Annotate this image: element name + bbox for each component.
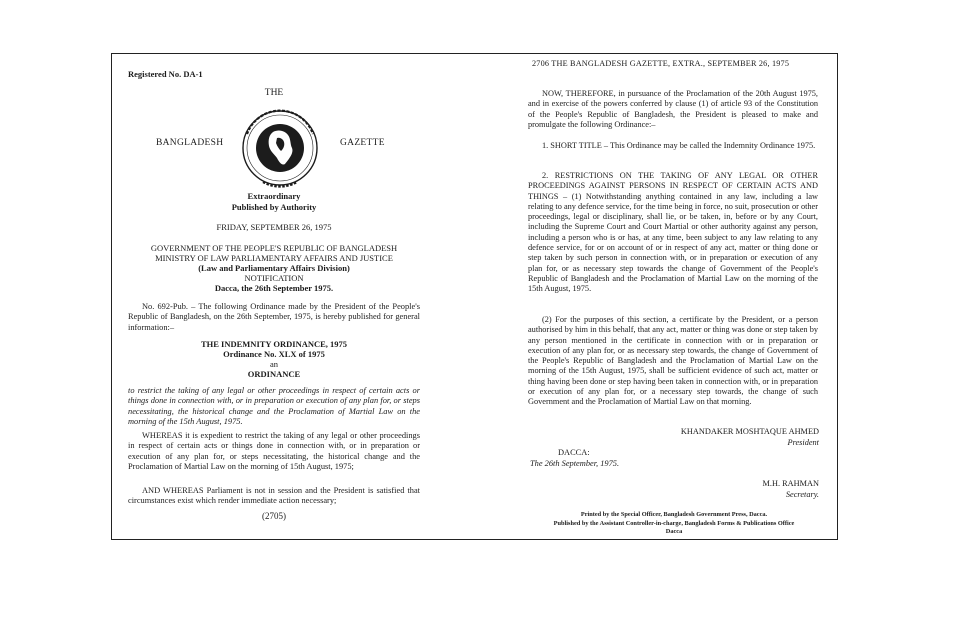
imprint-line-1: Printed by the Special Officer, Bangladesh Government Press, Dacca. <box>580 511 768 518</box>
masthead-bangladesh: BANGLADESH <box>156 138 224 148</box>
registered-number: Registered No. DA-1 <box>128 69 203 79</box>
imprint-line-3: Dacca <box>665 528 683 536</box>
restrictions-section: 2. RESTRICTIONS ON THE TAKING OF ANY LEGAL OR OTHER PROCEEDINGS AGAINST PERSONS IN RESPECT OF CERTAIN ACTS AND THINGS – (1) Notwithstanding anything contained in any law, including a law relating to any defence service, for the time being in force, no suit, prosecution or other proceedings, legal or disciplinary, shall lie, or be taken, in, before or by any Court, including the Supreme Court and Court Martial or other authority against any person, including a person who is or has, at any time, been subject to any law relating to any defence service, for or on account of or in respect of any act, matter or thing done or step taken by such person in connection with, or in preparation or execution of any plan for, or as necessary step towards the change of Government of the People's Republic of Bangladesh and the Proclamation of Martial Law on the morning of the 15th August, 1975. <box>528 171 818 294</box>
short-title-section: 1. SHORT TITLE – This Ordinance may be called the Indemnity Ordinance 1975. <box>542 141 816 150</box>
secretary-signature <box>763 479 819 500</box>
masthead-gazette: GAZETTE <box>340 138 385 148</box>
ordinance-label: ORDINANCE <box>247 369 301 379</box>
secretary-title: Secretary. <box>785 489 819 499</box>
whereas-paragraph: WHEREAS it is expedient to restrict the taking of any legal or other proceedings in respect of certain acts or things done in connection with, or in preparation or execution of any plan for, or steps necessitating, the historical change and the Proclamation of Martial Law on the morning of 15th August, 1975; <box>128 431 420 472</box>
signing-date: The 26th September, 1975. <box>530 459 620 468</box>
printer-imprint <box>528 511 820 537</box>
and-whereas-paragraph: AND WHEREAS Parliament is not in session and the President is satisfied that circumstances exist which render immediate action necessary; <box>128 486 420 506</box>
place-dacca: DACCA: <box>558 448 590 457</box>
right-page <box>528 56 823 540</box>
ministry-line: MINISTRY OF LAW PARLIAMENTARY AFFAIRS AND JUSTICE <box>155 253 393 263</box>
preamble: to restrict the taking of any legal or other proceedings in respect of certain acts or things done in connection with, or in preparation or execution of any plan for, or steps necessitating, the historical change and the Proclamation of Martial Law on the morning of the 15th August, 1975. <box>128 386 420 427</box>
page-number: (2705) <box>262 511 286 521</box>
division-line: (Law and Parliamentary Affairs Division) <box>198 263 350 273</box>
ordinance-an: an <box>269 359 279 369</box>
imprint-line-2: Published by the Assistant Controller-in-charge, Bangladesh Forms & Publications Office <box>553 519 795 527</box>
notification-heading: NOTIFICATION <box>244 273 304 283</box>
now-therefore-paragraph: NOW, THEREFORE, in pursuance of the Proclamation of the 20th August 1975, and in exercise of the powers conferred by clause (1) of article 93 of the Constitution of the People's Republic of Bangladesh, the President is pleased to make and promulgate the following Ordinance:– <box>528 89 818 129</box>
running-header: 2706 THE BANGLADESH GAZETTE, EXTRA., SEPTEMBER 26, 1975 <box>532 59 790 68</box>
government-seal-icon <box>233 102 328 194</box>
ordinance-title: THE INDEMNITY ORDINANCE, 1975 <box>200 339 348 349</box>
president-signature <box>681 427 819 448</box>
president-name: KHANDAKER MOSHTAQUE AHMED <box>680 427 819 436</box>
government-line: GOVERNMENT OF THE PEOPLE'S REPUBLIC OF BANGLADESH <box>150 243 398 253</box>
intro-paragraph: No. 692-Pub. – The following Ordinance made by the President of the People's Republic of Bangladesh, on the 26th September, 1975, is hereby published for general information:– <box>128 302 420 332</box>
president-title: President <box>787 437 819 447</box>
ordinance-number: Ordinance No. XLX of 1975 <box>223 349 325 359</box>
left-page <box>128 60 420 530</box>
issue-date: FRIDAY, SEPTEMBER 26, 1975 <box>216 222 332 232</box>
extraordinary-label: Extraordinary <box>247 191 301 201</box>
masthead-the: THE <box>264 88 284 98</box>
subsection-two: (2) For the purposes of this section, a certificate by the President, or a person authorised by him in this behalf, that any act, matter or thing was done or step taken by any person mentioned in the certificate in connection with or in preparation or execution of any plan for, or as necessary step towards, the change of Government of the People's Republic of Bangladesh and the Proclamation of Martial Law on the morning of the 15th August, 1975, shall be sufficient evidence of such act, matter or thing having been done or step having been taken in connection with, or in preparation or execution of any plan for, or a necessary step towards, the change of such Government and the Proclamation of Martial Law on that morning. <box>528 315 818 407</box>
notification-date: Dacca, the 26th September 1975. <box>214 283 334 293</box>
secretary-name: M.H. RAHMAN <box>762 479 819 488</box>
published-by-authority: Published by Authority <box>231 202 317 212</box>
